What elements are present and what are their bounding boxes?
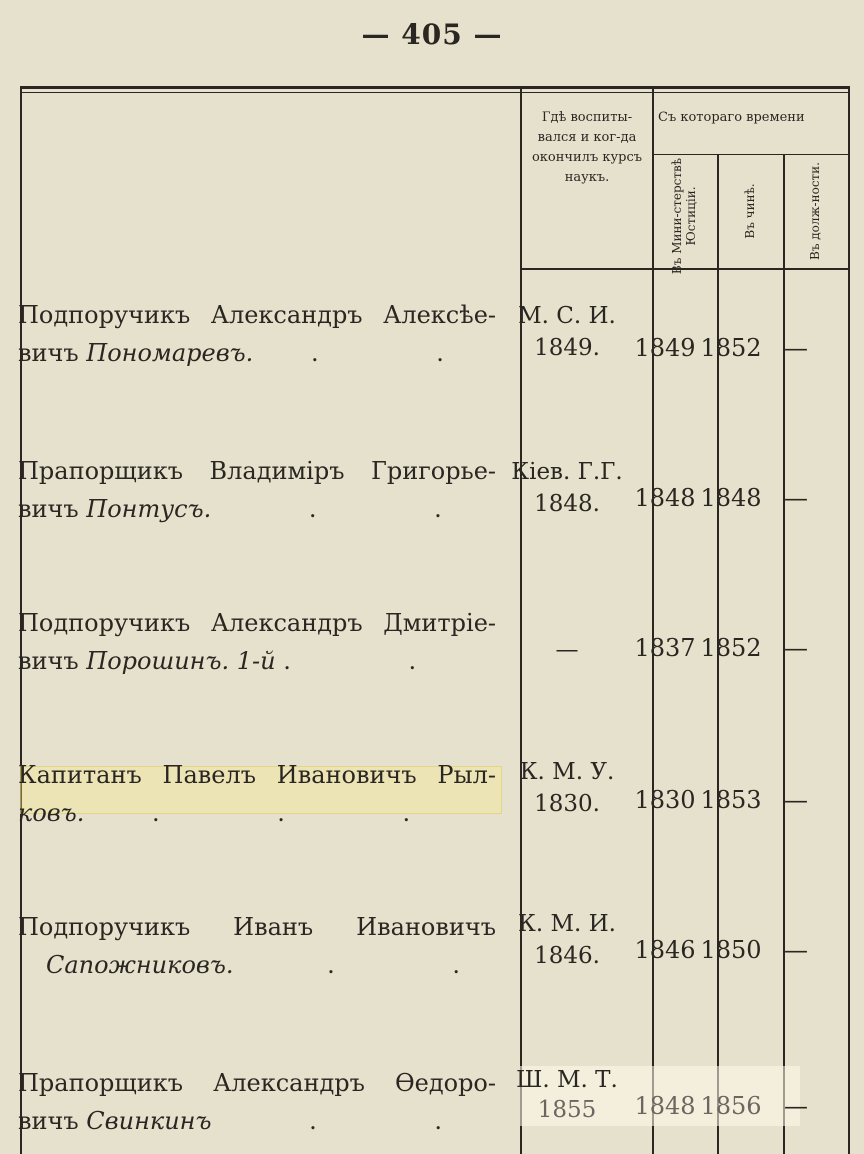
education-place: — [555,637,579,663]
leader-dots: . . [327,951,461,979]
since-post: — [784,936,808,964]
education-place: К. М. У. [519,759,615,785]
entry [18,1064,496,1140]
leader-dots: . . . [152,799,411,827]
education-place: М. С. И. [518,303,616,329]
since-post: — [784,484,808,512]
entry-surname: Пономаревъ. [86,339,254,367]
subheader-rule [652,154,850,155]
col-rule-min [652,86,654,1154]
entry-name-line1: Прапорщикъ Александръ Өедоро- [18,1069,496,1097]
entry-surname: Сапожниковъ. [46,951,234,979]
entry-name-suffix: вичъ [18,495,79,523]
header-education: Гдѣ воспиты-вался и ког-да окончилъ курсъ наукъ. [531,110,642,185]
since-ministry: 1848 [634,1092,696,1120]
entry [18,296,496,372]
page-number: — 405 — [361,18,503,51]
since-post: — [784,334,808,362]
entry-surname: Понтусъ. [86,495,212,523]
entry [18,604,496,680]
entry-name-line1: Прапорщикъ Владиміръ Григорье- [18,457,496,485]
entry-surname: Порошинъ. 1-й [86,647,276,675]
entry-name-line1: Капитанъ Павелъ Ивановичъ Рыл- [18,761,496,789]
entry-name-suffix: вичъ [18,1107,79,1135]
since-post: — [784,1092,808,1120]
since-ministry: 1830 [634,786,696,814]
right-rule [848,86,850,1154]
leader-dots: . . [309,1107,443,1135]
entry-name-line1: Подпоручикъ Александръ Алексѣе- [18,301,496,329]
education-place: К. М. И. [518,911,616,937]
header-rank: Въ чинѣ. [743,183,757,239]
education-year: 1849. [534,335,600,361]
header-post: Въ долж-ности. [808,162,822,260]
entry-name-suffix: вичъ [18,339,79,367]
top-rule-thin [20,92,850,93]
education-year: 1846. [534,943,600,969]
header-since: Съ котораго времени [658,110,805,125]
entry-name-line1: Подпоручикъ Иванъ Ивановичъ [18,913,496,941]
entry-surname: Свинкинъ [86,1107,212,1135]
leader-dots: . . [308,495,442,523]
top-rule [20,86,850,89]
since-ministry: 1849 [634,334,696,362]
since-rank: 1848 [700,484,762,512]
education-place: Кiев. Г.Г. [511,459,623,485]
since-rank: 1856 [700,1092,762,1120]
header-ministry: Въ Мини-стерствѣ Юстиціи. [670,157,698,275]
since-rank: 1852 [700,334,762,362]
entry-name-line1: Подпоручикъ Александръ Дмитріе- [18,609,496,637]
education-year: 1855 [537,1097,597,1123]
education-year: 1848. [534,491,600,517]
since-post: — [784,786,808,814]
entry-surname: ковъ. [18,799,85,827]
since-ministry: 1846 [634,936,696,964]
leader-dots: . . [283,647,417,675]
education-place: Ш. М. Т. [516,1067,618,1093]
education-year: 1830. [534,791,600,817]
entry [18,756,496,832]
since-rank: 1853 [700,786,762,814]
col-rule-edu [520,86,522,1154]
since-post: — [784,634,808,662]
leader-dots: . . [310,339,444,367]
since-rank: 1850 [700,936,762,964]
entry [18,908,496,984]
since-rank: 1852 [700,634,762,662]
since-ministry: 1837 [634,634,696,662]
entry-name-suffix: вичъ [18,647,79,675]
since-ministry: 1848 [634,484,696,512]
entry [18,452,496,528]
